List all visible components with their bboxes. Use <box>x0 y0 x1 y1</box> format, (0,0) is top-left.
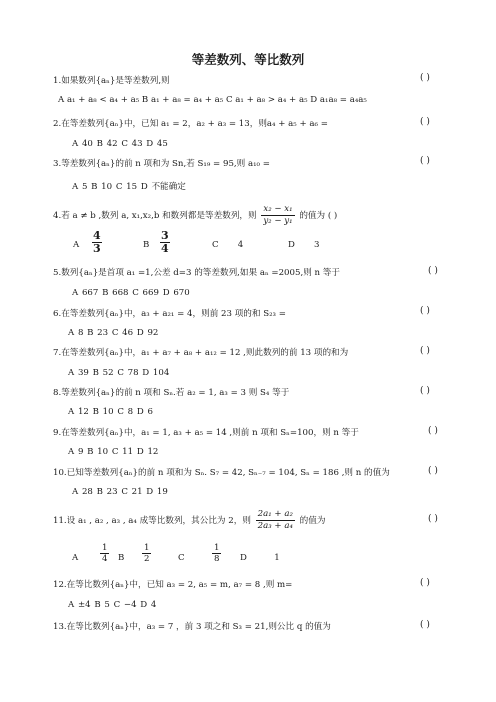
question-11-option-d: D 1 <box>240 553 280 563</box>
question-11-stem-text: 11.设 a₁ , a₂ , a₃ , a₄ 成等比数列，其公比为 2，则 <box>53 516 251 526</box>
question-12-answer-paren: ( ) <box>420 578 430 588</box>
question-5-options: A 667 B 668 C 669 D 670 <box>72 288 190 298</box>
question-2-answer-paren: ( ) <box>420 117 430 127</box>
question-2-stem: 2.在等差数列{aₙ}中，已知 a₁ = 2，a₂ + a₃ = 13，则a₄ + a₅ + a₆ = <box>53 119 328 129</box>
question-6-options: A 8 B 23 C 46 D 92 <box>68 328 159 338</box>
question-4-option-d: D 3 <box>288 240 320 250</box>
question-6-answer-paren: ( ) <box>420 306 430 316</box>
question-1-options: A a₁ + a₈ < a₄ + a₅ B a₁ + a₈ = a₄ + a₅ C a₁ + a₈ > a₄ + a₅ D a₁a₈ = a₄a₅ <box>58 95 367 105</box>
question-1-answer-paren: ( ) <box>420 73 430 83</box>
numerator: 3 <box>161 229 169 242</box>
question-4-fraction-denominator: y₂ − y₁ <box>263 216 293 226</box>
question-4-stem-tail: 的值为 ( ) <box>299 211 338 221</box>
question-10-stem: 10.已知等差数列{aₙ}的前 n 项和为 Sₙ. S₇ = 42, Sₙ₋₇ = 104, Sₙ = 186 ,则 n 的值为 <box>53 468 390 478</box>
question-1-stem: 1.如果数列{aₙ}是等差数列,则 <box>53 76 170 86</box>
question-4-option-b-label: B <box>143 240 150 250</box>
question-4-option-a-fraction <box>92 230 102 255</box>
question-6-stem: 6.在等差数列{aₙ}中，a₃ + a₂₁ = 4，则前 23 项的和 S₂₃ = <box>53 309 286 319</box>
numerator: 1 <box>102 543 108 553</box>
denominator: 3 <box>93 242 101 255</box>
denominator: 8 <box>214 554 220 564</box>
question-11-fraction <box>256 509 295 532</box>
page-title: 等差数列、等比数列 <box>191 52 305 67</box>
question-4-stem <box>53 204 337 227</box>
denominator: 4 <box>161 242 169 255</box>
question-12-options: A ±4 B 5 C −4 D 4 <box>68 600 157 610</box>
question-11-fraction-numerator: 2a₁ + a₂ <box>257 509 293 519</box>
question-7-stem: 7.在等差数列{aₙ}中，a₁ + a₇ + a₈ + a₁₂ = 12 ,则此数列的前 13 项的和为 <box>53 348 349 358</box>
question-13-stem: 13.在等比数列{aₙ}中，a₃ = 7 ，前 3 项之和 S₃ = 21,则公比 q 的值为 <box>53 622 331 632</box>
question-13-answer-paren: ( ) <box>420 620 430 630</box>
numerator: 1 <box>144 543 150 553</box>
numerator: 1 <box>214 543 220 553</box>
question-4-fraction-numerator: x₂ − x₁ <box>263 204 293 214</box>
question-4-option-b-fraction <box>160 230 170 255</box>
question-10-options: A 28 B 23 C 21 D 19 <box>72 487 168 497</box>
question-11-stem <box>53 509 325 532</box>
question-7-answer-paren: ( ) <box>420 346 430 356</box>
question-3-answer-paren: ( ) <box>420 156 430 166</box>
question-8-options: A 12 B 10 C 8 D 6 <box>68 407 153 417</box>
question-8-answer-paren: ( ) <box>420 386 430 396</box>
question-11-option-b-label: B <box>118 553 125 563</box>
question-4-option-c: C 4 <box>212 240 244 250</box>
question-11-option-a-fraction <box>100 543 109 564</box>
question-5-stem: 5.数列{aₙ}是首项 a₁ =1,公差 d=3 的等差数列,如果 aₙ =2005,则 n 等于 <box>53 268 340 278</box>
question-8-stem: 8.等差数列{aₙ}的前 n 项和 Sₙ.若 a₂ = 1, a₃ = 3 则 S₄ 等于 <box>53 388 290 398</box>
question-2-options: A 40 B 42 C 43 D 45 <box>72 139 168 149</box>
denominator: 2 <box>144 554 150 564</box>
question-4-option-a-label: A <box>73 240 80 250</box>
question-4-stem-text: 4.若 a ≠ b ,数列 a, x₁,x₂,b 和数列都是等差数列，则 <box>53 211 257 221</box>
question-9-stem: 9.在等差数列{aₙ}中，a₁ = 1, a₃ + a₅ = 14 ,则前 n 项和 Sₙ=100，则 n 等于 <box>53 428 359 438</box>
question-4-fraction <box>261 204 294 227</box>
question-12-stem: 12.在等比数列{aₙ}中，已知 a₃ = 2, a₅ = m, a₇ = 8 ,则 m= <box>53 580 293 590</box>
question-11-option-b-fraction <box>142 543 151 564</box>
numerator: 4 <box>93 229 101 242</box>
question-5-answer-paren: ( ) <box>428 266 438 276</box>
question-7-options: A 39 B 52 C 78 D 104 <box>68 368 170 378</box>
question-10-answer-paren: ( ) <box>428 466 438 476</box>
question-3-stem: 3.等差数列{aₙ}的前 n 项和为 Sn,若 S₁₉ = 95,则 a₁₀ = <box>53 159 270 169</box>
denominator: 4 <box>102 554 108 564</box>
question-11-option-c-label: C <box>178 553 185 563</box>
question-11-stem-tail: 的值为 <box>299 516 326 526</box>
question-11-answer-paren: ( ) <box>428 514 438 524</box>
question-9-answer-paren: ( ) <box>428 426 438 436</box>
question-3-options: A 5 B 10 C 15 D 不能确定 <box>72 182 186 192</box>
question-11-option-a-label: A <box>72 553 79 563</box>
question-9-options: A 9 B 10 C 11 D 12 <box>68 447 159 457</box>
question-11-option-c-fraction <box>212 543 221 564</box>
question-11-fraction-denominator: 2a₃ + a₄ <box>257 521 293 531</box>
